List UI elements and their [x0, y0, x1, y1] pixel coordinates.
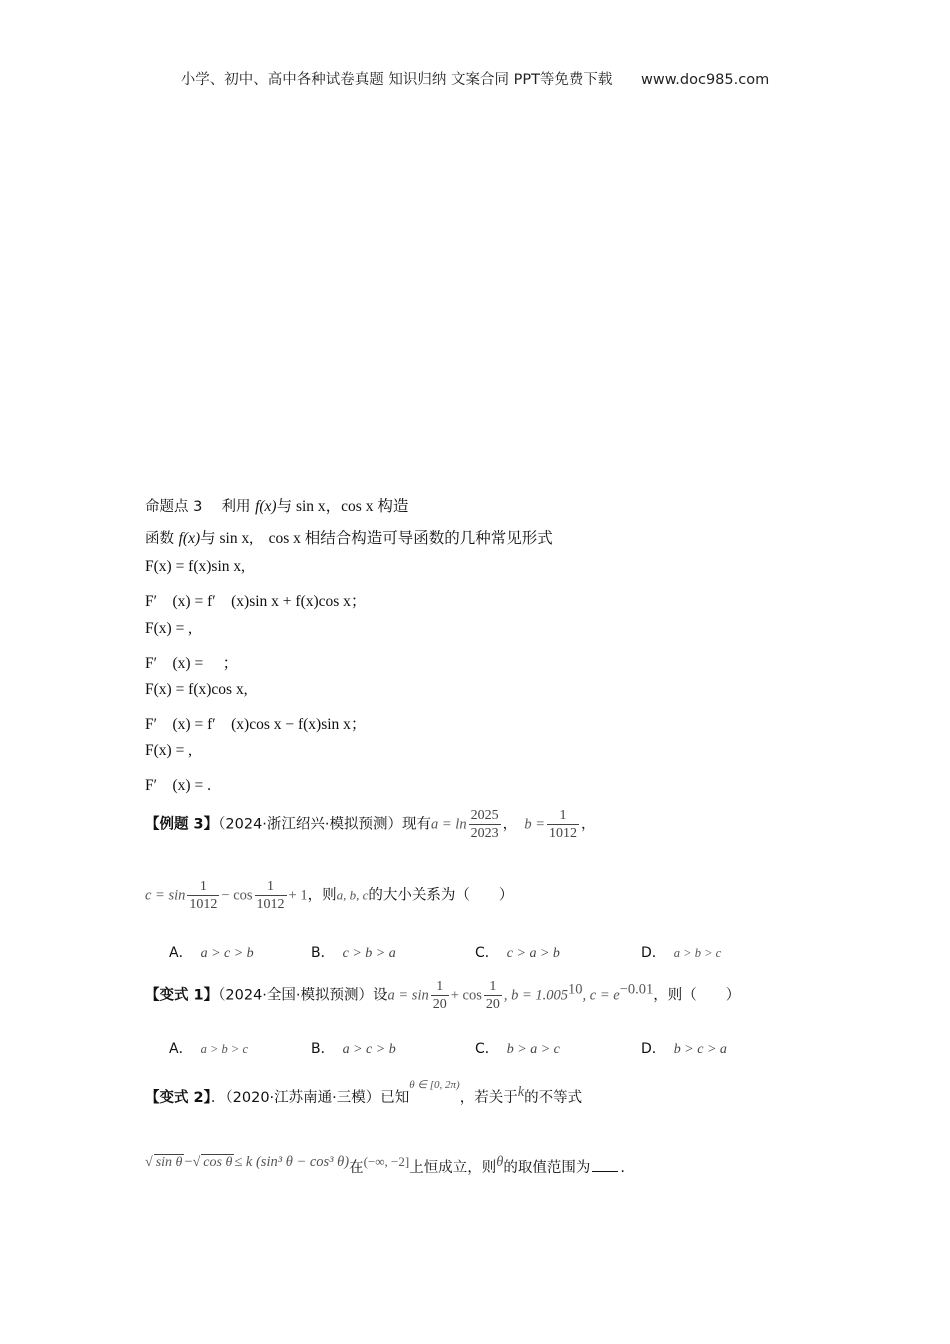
- option-value: a > c > b: [200, 946, 254, 961]
- variant2-mid: ，若关于: [459, 1090, 518, 1106]
- example3-c-frac1: [187, 878, 219, 913]
- section-title-fx: f(x): [255, 498, 277, 515]
- header-text: 小学、初中、高中各种试卷真题 知识归纳 文案合同 PPT等免费下载: [180, 72, 613, 88]
- variant2-ineq: ≤ k (sin³ θ − cos³ θ): [234, 1154, 350, 1170]
- variant2-stem-2: √ sin θ −√ cos θ ≤ k (sin³ θ − cos³ θ)在(−∞, −2]上恒成立，则θ的取值范围为 .: [145, 1154, 625, 1176]
- section-intro: [145, 526, 553, 548]
- variant1-rest: , b = 1.005: [503, 987, 569, 1004]
- example3-option-b[interactable]: [311, 942, 396, 962]
- example3-c-den2: 1012: [256, 897, 285, 912]
- option-value: b > a > c: [506, 1042, 560, 1057]
- option-value: a > b > c: [200, 1042, 248, 1056]
- example3-b-frac: [547, 807, 579, 842]
- example3-c-expr2: − cos: [221, 887, 253, 904]
- section-number: 命题点 3: [145, 499, 203, 515]
- formula-2: F′ (x) = f′ (x)sin x + f(x)cos x；: [145, 593, 367, 610]
- example3-b-expr: b =: [524, 816, 546, 833]
- section-title-mid: 利用: [221, 499, 256, 515]
- formula-4: F′ (x) = ；: [145, 655, 239, 672]
- example3-c-frac2: [255, 878, 287, 913]
- option-letter: B．: [311, 945, 335, 961]
- variant1-option-b[interactable]: [311, 1038, 396, 1058]
- example3-c-den1: 1012: [189, 897, 218, 912]
- variant1-label: 【变式 1】: [145, 987, 219, 1004]
- example3-a-frac: [469, 807, 501, 842]
- formula-7: F(x) = ,: [145, 742, 193, 759]
- variant1-source: （2024·全国·模拟预测）设: [218, 987, 388, 1004]
- example3-a-den: 2023: [470, 826, 499, 841]
- example3-stem-2: [145, 878, 513, 913]
- variant2-source: ．（2020·江苏南通·三模）已知: [210, 1090, 410, 1106]
- variant1-a-den1: 20: [432, 997, 447, 1012]
- intro-b: 与 sin x, cos x 相结合构造可导函数的几种常见形式: [200, 530, 553, 547]
- option-letter: D．: [641, 1041, 666, 1057]
- intro-a: 函数: [145, 531, 179, 547]
- variant1-a-den2: 20: [485, 997, 500, 1012]
- variant1-a-expr2: + cos: [450, 987, 482, 1004]
- variant1-a-num1: 1: [431, 978, 449, 996]
- example3-end: ，: [581, 816, 596, 833]
- variant2-label: 【变式 2】: [145, 1090, 211, 1106]
- variant2-theta: θ: [496, 1154, 504, 1170]
- variant2-theta-range: θ ∈ [0, 2π): [409, 1079, 460, 1091]
- option-value: a > b > c: [673, 946, 722, 960]
- variant2-mid2: 的不等式: [524, 1090, 583, 1106]
- option-letter: A．: [169, 945, 193, 961]
- variant2-sqrt1: sin θ: [155, 1155, 183, 1170]
- example3-a-num: 2025: [470, 808, 499, 823]
- variant1-c-expr: , c = e: [582, 987, 620, 1004]
- formula-3: F(x) = ,: [145, 620, 193, 637]
- example3-c-expr3: + 1: [288, 887, 308, 904]
- variant2-holds: 上恒成立，则: [409, 1160, 497, 1176]
- formula-1: F(x) = f(x)sin x,: [145, 558, 246, 575]
- example3-option-a[interactable]: [169, 942, 254, 962]
- section-title: [145, 494, 408, 516]
- variant2-interval: (−∞, −2]: [363, 1154, 410, 1169]
- example3-c-expr1: c = sin: [145, 887, 186, 904]
- variant1-c-exp: −0.01: [619, 981, 654, 998]
- header-site: www.doc985.com: [641, 72, 770, 88]
- formula-5: F(x) = f(x)cos x,: [145, 681, 248, 698]
- page-header: [0, 68, 950, 89]
- variant2-on: 在: [349, 1160, 364, 1176]
- variant1-b-exp: 10: [568, 981, 583, 998]
- variant1-option-a[interactable]: [169, 1038, 248, 1058]
- option-letter: A．: [169, 1041, 193, 1057]
- example3-label: 【例题 3】: [145, 816, 219, 833]
- example3-vars: a, b, c: [336, 887, 369, 903]
- option-value: c > b > a: [342, 946, 396, 961]
- option-letter: B．: [311, 1041, 335, 1057]
- option-value: a > c > b: [342, 1042, 396, 1057]
- formula-8: F′ (x) = .: [145, 777, 211, 794]
- example3-option-c[interactable]: [475, 942, 560, 962]
- example3-stem-1: [145, 807, 596, 842]
- example3-option-d[interactable]: [641, 942, 721, 962]
- variant1-stem: [145, 978, 740, 1013]
- example3-c-num1: 1: [187, 878, 219, 896]
- variant1-a-frac1: [431, 978, 449, 1013]
- variant1-option-c[interactable]: [475, 1038, 560, 1058]
- option-letter: C．: [475, 1041, 499, 1057]
- intro-fx: f(x): [178, 530, 201, 547]
- variant2-minus: −: [184, 1154, 193, 1170]
- example3-source: （2024·浙江绍兴·模拟预测）现有: [218, 816, 432, 833]
- option-letter: C．: [475, 945, 499, 961]
- variant2-sqrt2: cos θ: [203, 1155, 233, 1170]
- example3-b-num: 1: [547, 807, 579, 825]
- example3-c-num2: 1: [255, 878, 287, 896]
- example3-then: ，则: [307, 887, 337, 904]
- answer-blank[interactable]: [592, 1157, 618, 1172]
- variant1-a-num2: 1: [484, 978, 502, 996]
- variant1-a-frac2: [484, 978, 502, 1013]
- example3-sep: ，: [502, 816, 510, 833]
- variant2-ask: 的取值范围为: [503, 1160, 591, 1176]
- option-letter: D．: [641, 945, 666, 961]
- variant2-end: .: [620, 1160, 625, 1176]
- example3-a-expr: a = ln: [431, 816, 467, 833]
- formula-6: F′ (x) = f′ (x)cos x − f(x)sin x；: [145, 716, 367, 733]
- variant2-k: k: [517, 1084, 525, 1100]
- option-value: c > a > b: [506, 946, 560, 961]
- variant1-option-d[interactable]: [641, 1038, 727, 1058]
- example3-b-den: 1012: [549, 826, 578, 841]
- variant1-question: ，则（ ）: [653, 987, 741, 1004]
- section-title-rest: 与 sin x，cos x 构造: [276, 498, 409, 515]
- option-value: b > c > a: [673, 1042, 727, 1057]
- variant1-a-expr1: a = sin: [387, 987, 429, 1004]
- example3-question: 的大小关系为（ ）: [368, 887, 514, 904]
